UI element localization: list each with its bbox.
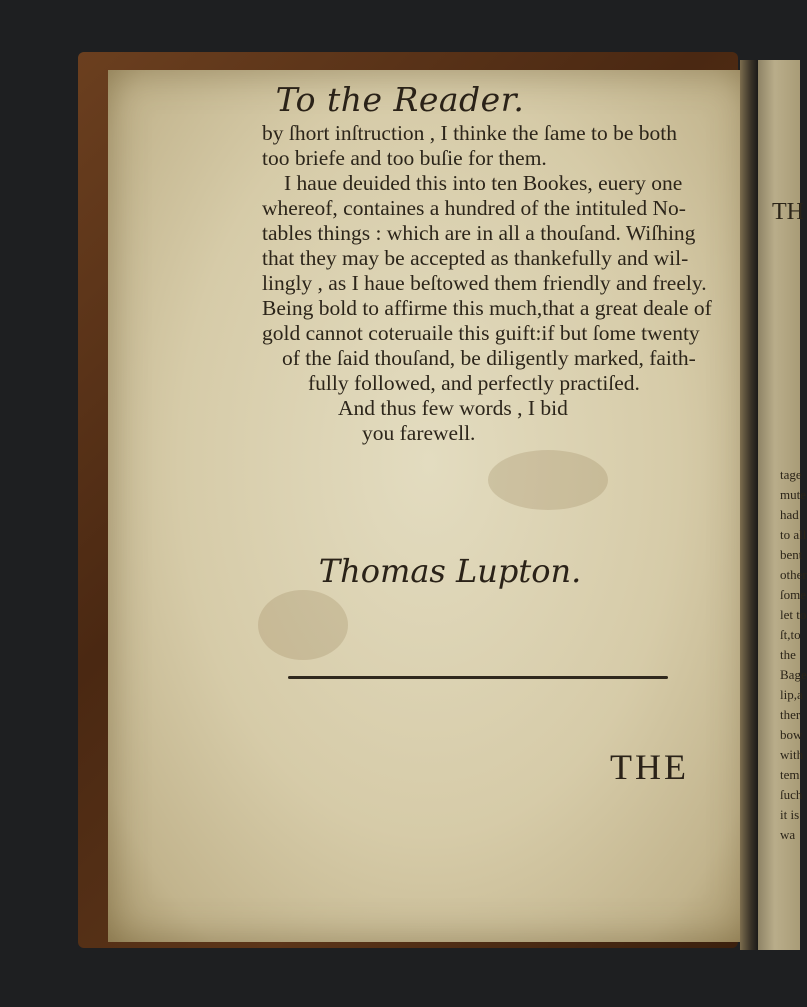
page-heading: To the Reader. <box>275 80 525 119</box>
text-line: by ſhort inſtruction , I thinke the ſame to be both <box>262 121 677 145</box>
author-signature: Thomas Lupton. <box>318 552 582 590</box>
text-line: lingly , as I haue beſtowed them friendly and freely. <box>262 271 707 295</box>
text-line: fully followed, and perfectly practiſed. <box>308 371 640 395</box>
adjacent-page-fragment: ſt,to <box>780 627 801 642</box>
adjacent-page-fragment: TH <box>772 199 804 225</box>
adjacent-page-fragment: bow <box>780 727 803 742</box>
adjacent-page-fragment: with <box>780 747 804 762</box>
adjacent-page-fragment: had <box>780 507 799 522</box>
adjacent-page-fragment: ſuch <box>780 787 803 802</box>
adjacent-page-fragment: the <box>780 647 796 662</box>
adjacent-page-fragment: mute <box>780 487 806 502</box>
text-line: tables things : which are in all a thouſand. Wiſhing <box>262 221 696 245</box>
text-line: of the ſaid thouſand, be diligently marked, faith- <box>282 346 696 370</box>
paper-stain <box>258 590 348 660</box>
paper-stain <box>488 450 608 510</box>
adjacent-page-fragment: tage <box>780 467 802 482</box>
book-gutter <box>740 60 758 950</box>
text-line: Being bold to affirme this much,that a great deale of <box>262 296 712 320</box>
text-line: I haue deuided this into ten Bookes, euery one <box>284 171 683 195</box>
adjacent-page-fragment: ther <box>780 707 801 722</box>
adjacent-page-fragment: bent <box>780 547 803 562</box>
text-line: you farewell. <box>362 421 476 445</box>
text-line: And thus few words , I bid <box>338 396 568 420</box>
catchword: THE <box>610 747 689 787</box>
adjacent-page-fragment: other <box>780 567 807 582</box>
adjacent-page-fragment: let to <box>780 607 807 622</box>
text-line: that they may be accepted as thankefully and wil- <box>262 246 689 270</box>
adjacent-page-fragment: ſome <box>780 587 806 602</box>
adjacent-page-fragment: to all <box>780 527 807 542</box>
adjacent-page-fragment: Bage <box>780 667 807 682</box>
horizontal-rule <box>288 676 668 679</box>
adjacent-page-fragment: tem <box>780 767 800 782</box>
adjacent-page-fragment: wa <box>780 827 796 842</box>
text-line: too briefe and too buſie for them. <box>262 146 547 170</box>
adjacent-page-fragment: lip,a <box>780 687 803 702</box>
adjacent-page-edge <box>758 60 807 950</box>
text-line: gold cannot coteruaile this guift:if but ſome twenty <box>262 321 700 345</box>
adjacent-page-fragment: it is <box>780 807 800 822</box>
text-line: whereof, containes a hundred of the intituled No- <box>262 196 686 220</box>
